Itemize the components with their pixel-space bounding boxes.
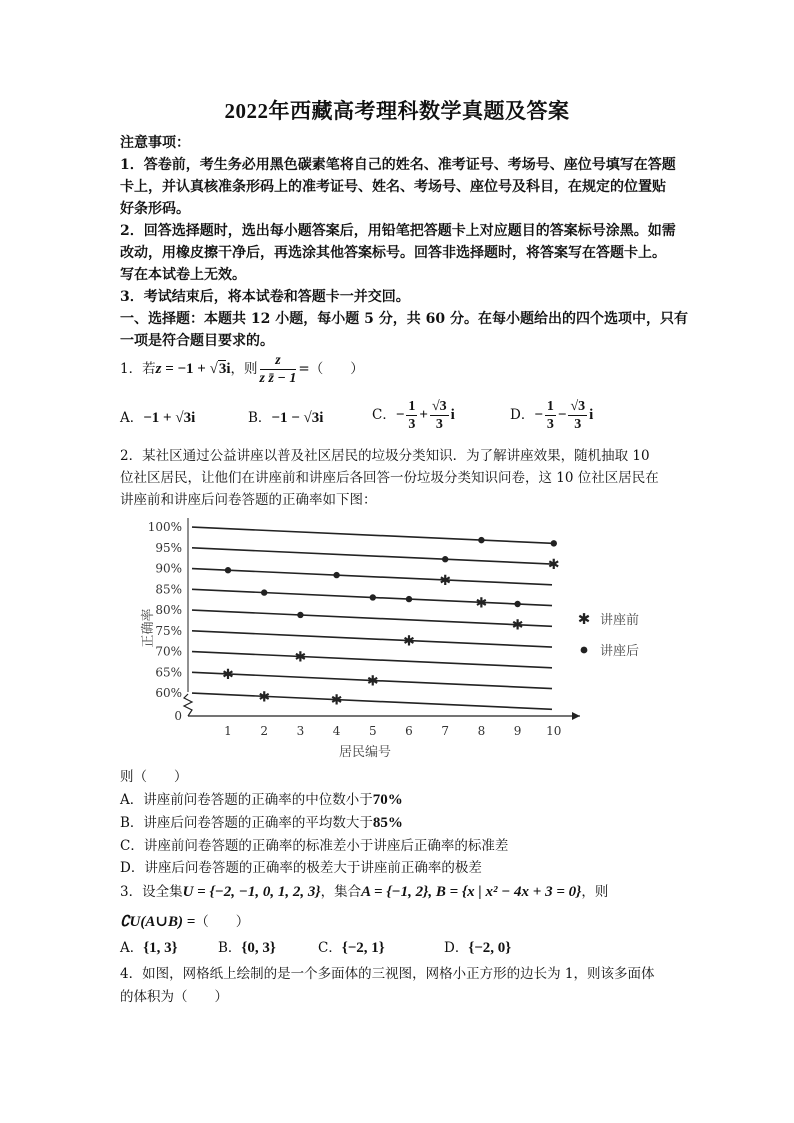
before-point: ✱	[330, 692, 343, 709]
q1-option-c: C．− $\frac{1}{3}$ + $\frac{√3}{3}$ i	[372, 399, 455, 432]
gridline	[192, 527, 552, 543]
q3-option-d: D．{−2, 0}	[444, 940, 512, 956]
before-point: ✱	[366, 673, 379, 690]
q2-option-d: D．讲座后问卷答题的正确率的极差大于讲座前正确率的极差	[120, 860, 482, 876]
before-point: ✱	[547, 557, 560, 574]
x-axis-arrow	[572, 712, 580, 720]
before-point: ✱	[258, 689, 271, 706]
notice-line: 改动，用橡皮擦干净后，再选涂其他答案标号。回答非选择题时，将答案写在答题卡上。	[120, 245, 666, 261]
legend-before-label: 讲座前	[600, 613, 640, 628]
q2-option-a: A．讲座前问卷答题的正确率的中位数小于70%	[120, 792, 403, 808]
gridline	[192, 610, 552, 626]
question-3: 3．设全集U = {−2, −1, 0, 1, 2, 3}，集合A = {−1, 2}, B = {x | x² − 4x + 3 = 0}，则	[120, 884, 609, 900]
x-tick-label: 6	[405, 724, 413, 738]
x-tick-label: 7	[441, 724, 450, 738]
q3-option-c: C．{−2, 1}	[318, 940, 385, 956]
after-point	[551, 540, 557, 546]
after-point	[261, 589, 267, 595]
x-tick-label: 10	[546, 724, 562, 738]
notice-line: 好条形码。	[120, 201, 190, 217]
x-tick-label: 8	[477, 724, 486, 738]
before-point: ✱	[511, 617, 524, 634]
after-point	[333, 572, 339, 578]
y-tick-label: 60%	[155, 686, 182, 700]
y-tick-label: 90%	[155, 561, 182, 576]
y-tick-label: 0	[174, 709, 182, 723]
question-1: 1．若z = −1 + √3i，则 $\frac{z}{\text{z z̄ − 1}}$ =（ ）	[120, 353, 364, 386]
accuracy-chart	[140, 510, 700, 762]
notice-line: 1．答卷前，考生务必用黑色碳素笔将自己的姓名、准考证号、考场号、座位号填写在答题	[120, 157, 676, 173]
y-tick-label: 70%	[155, 644, 182, 659]
y-axis-label: 正确率	[141, 608, 156, 648]
x-axis-label: 居民编号	[338, 745, 392, 760]
y-tick-label: 95%	[155, 540, 182, 555]
q2-then: 则（ ）	[120, 769, 188, 785]
question-2-line: 2．某社区通过公益讲座以普及社区居民的垃圾分类知识．为了解讲座效果，随机抽取 10	[120, 448, 650, 464]
gridline	[192, 569, 552, 585]
legend-after-marker	[581, 647, 588, 654]
legend-before-marker: ✱	[577, 610, 591, 628]
before-point: ✱	[294, 649, 307, 666]
x-tick-label: 9	[513, 724, 522, 738]
x-tick-label: 3	[296, 724, 305, 738]
after-point	[297, 612, 303, 618]
legend-after-label: 讲座后	[600, 644, 640, 659]
x-tick-label: 2	[260, 724, 269, 738]
x-tick-labels	[224, 724, 561, 738]
page-title: 2022年西藏高考理科数学真题及答案	[224, 99, 570, 123]
y-tick-label: 80%	[155, 603, 182, 617]
question-2-line: 位社区居民，让他们在讲座前和讲座后各回答一份垃圾分类知识问卷，这 10 位社区居民在	[120, 470, 659, 486]
question-3-expr: ∁U(A∪B) =（ ）	[120, 914, 250, 930]
question-2-line: 讲座前和讲座后问卷答题的正确率如下图：	[120, 492, 377, 508]
question-4-line: 的体积为（ ）	[120, 989, 228, 1005]
y-tick-label: 65%	[155, 665, 182, 680]
gridline	[192, 631, 552, 647]
y-tick-label: 100%	[147, 520, 182, 534]
q2-option-c: C．讲座前问卷答题的正确率的标准差小于讲座后正确率的标准差	[120, 838, 509, 854]
notice-line: 卡上，并认真核准条形码上的准考证号、姓名、考场号、座位号及科目，在规定的位置贴	[120, 179, 666, 195]
after-point	[370, 594, 376, 600]
before-point: ✱	[222, 666, 234, 683]
before-point: ✱	[403, 633, 415, 650]
q3-option-a: A．{1, 3}	[120, 940, 178, 956]
q1-option-d: D．− $\frac{1}{3}$ − $\frac{√3}{3}$ i	[510, 399, 594, 432]
x-tick-label: 4	[332, 724, 341, 738]
section-heading: 一、选择题：本题共 12 小题，每小题 5 分，共 60 分。在每小题给出的四个选项中，只有	[120, 311, 688, 327]
q3-option-b: B．{0, 3}	[218, 940, 276, 956]
question-4-line: 4．如图，网格纸上绘制的是一个多面体的三视图，网格小正方形的边长为 1，则该多面体	[120, 966, 655, 982]
before-point: ✱	[439, 572, 452, 589]
after-point	[478, 537, 484, 543]
q1-prefix: 1．若	[120, 361, 156, 377]
after-point	[225, 567, 231, 573]
after-point	[514, 601, 520, 607]
notice-heading: 注意事项：	[120, 135, 190, 151]
before-point: ✱	[475, 595, 488, 612]
notice-line: 写在本试卷上无效。	[120, 267, 246, 283]
x-tick-label: 1	[224, 724, 232, 738]
x-tick-label: 5	[368, 724, 377, 738]
after-point	[406, 596, 412, 602]
notice-line: 3．考试结束后，将本试卷和答题卡一并交回。	[120, 289, 410, 305]
q1-option-b: B．−1 − √3i	[248, 410, 324, 426]
notice-line: 2．回答选择题时，选出每小题答案后，用铅笔把答题卡上对应题目的答案标号涂黑。如需	[120, 223, 676, 239]
gridline	[192, 548, 552, 564]
chart-legend	[578, 610, 639, 659]
q1-option-a: A．−1 + √3i	[120, 410, 196, 426]
q2-option-b: B．讲座后问卷答题的正确率的平均数大于85%	[120, 815, 403, 831]
y-tick-label: 75%	[155, 623, 182, 638]
y-tick-label: 85%	[155, 582, 182, 597]
gridline	[192, 652, 552, 668]
after-point	[442, 556, 448, 562]
axis-break	[184, 694, 192, 716]
q1-fraction: $\frac{z}{\text{z z̄ − 1}}$	[259, 353, 297, 386]
gridline	[192, 693, 552, 709]
section-heading: 一项是符合题目要求的。	[120, 333, 274, 349]
